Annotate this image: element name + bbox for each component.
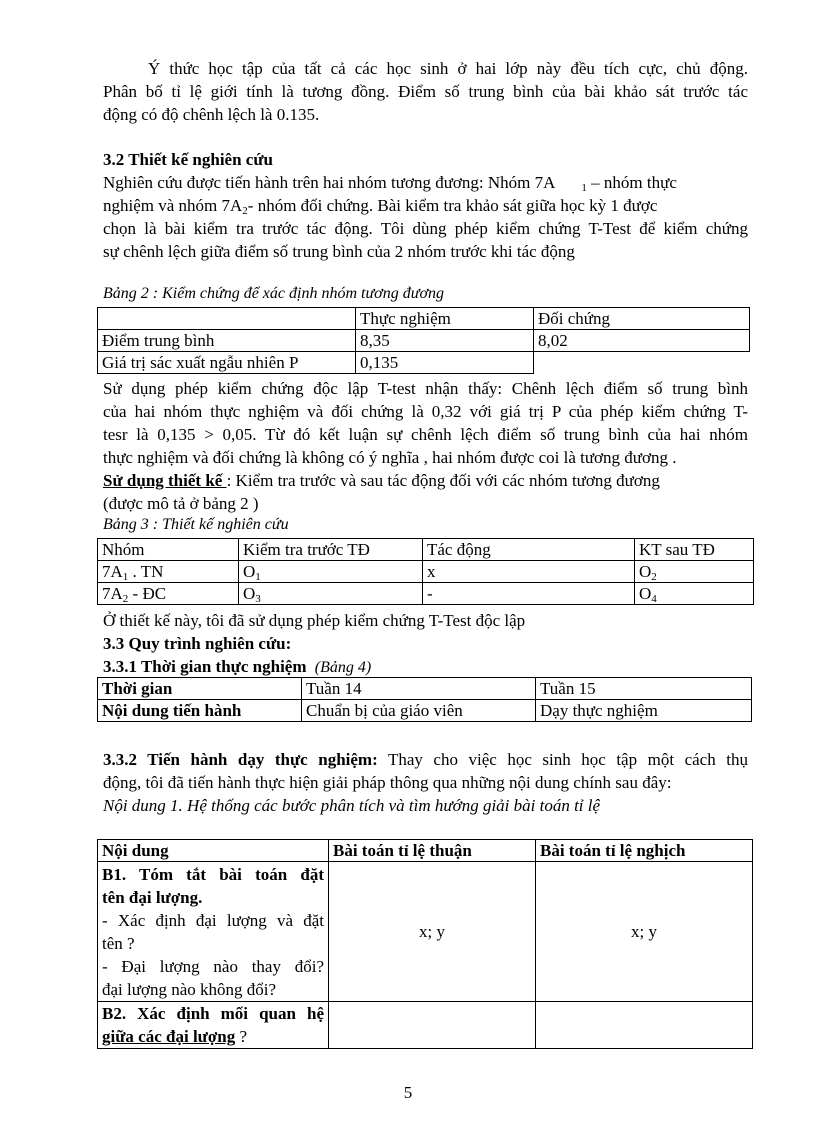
table-cell: Nội dung: [98, 840, 329, 862]
s32-l1-sub: 1: [581, 182, 587, 194]
table-cell: Giá trị sác xuất ngẫu nhiên P: [98, 352, 356, 374]
section-3-3-2-line-2: động, tôi đã tiến hành thực hiện giải pháp thông qua những nội dung chính sau đây:: [103, 773, 672, 792]
group-name: 7A: [102, 584, 123, 603]
section-3-2-line-4: sự chênh lệch giữa điểm số trung bình của 2 nhóm trước khi tác động: [103, 242, 575, 261]
table-5: [97, 839, 753, 1049]
pre-test: O: [243, 584, 256, 603]
b2-title-2-tail: ?: [235, 1027, 248, 1046]
table-cell: [534, 352, 750, 374]
design-label: Sử dụng thiết kế: [103, 471, 227, 490]
table-row: [98, 678, 752, 700]
pre-test-sub: 1: [255, 571, 261, 583]
post-test-sub: 2: [651, 571, 657, 583]
table-cell: Nhóm: [98, 539, 239, 561]
table-cell: Kiểm tra trước TĐ: [239, 539, 423, 561]
section-3-3-heading: 3.3 Quy trình nghiên cứu:: [103, 634, 292, 653]
table-cell: 8,35: [356, 330, 534, 352]
table-cell: [98, 583, 239, 605]
b2-title-1: B2. Xác định mối quan hệ: [102, 1004, 324, 1023]
section-3-2-heading: 3.2 Thiết kế nghiên cứu: [103, 150, 273, 169]
content-1-title: Nội dung 1. Hệ thống các bước phân tích và tìm hướng giải bài toán tỉ lệ: [103, 796, 601, 815]
table-cell: Tác động: [423, 539, 635, 561]
section-3-2-line-3: chọn là bài kiểm tra trước tác động. Tôi dùng phép kiểm chứng T-Test để kiểm chứng: [103, 219, 748, 238]
table-cell: [98, 308, 356, 330]
after-table-3: Ở thiết kế này, tôi đã sử dụng phép kiểm chứng T-Test độc lập: [103, 611, 526, 630]
table-cell: [635, 583, 754, 605]
table-cell: Bài toán tỉ lệ nghịch: [536, 840, 753, 862]
table-cell: x; y: [329, 862, 536, 1002]
section-3-3-1-note: (Bảng 4): [314, 659, 372, 676]
analysis-line-3: tesr là 0,135 > 0,05. Từ đó kết luận sự chênh lệch điểm số trung bình của hai nhóm: [103, 425, 748, 444]
table-row: [98, 539, 754, 561]
group-name: 7A: [102, 562, 123, 581]
table-cell: [239, 561, 423, 583]
table-cell: [98, 561, 239, 583]
section-3-3-2-text: Thay cho việc học sinh học tập một cách thụ: [377, 750, 748, 769]
table-cell: Chuẩn bị của giáo viên: [302, 700, 536, 722]
s32-l2-tail: - nhóm đối chứng. Bài kiểm tra khảo sát giữa học kỳ 1 được: [247, 196, 658, 215]
intro-line-1: Ý thức học tập của tất cả các học sinh ở hai lớp này đều tích cực, chủ động.: [148, 59, 748, 78]
table-cell: [635, 561, 754, 583]
table-cell: 0,135: [356, 352, 534, 374]
intro-line-3: động có độ chênh lệch là 0.135.: [103, 105, 320, 124]
s32-l2-sub: 2: [242, 205, 248, 217]
table-2-caption: Bảng 2 : Kiểm chứng để xác định nhóm tương đương: [103, 285, 444, 302]
table-cell: Đối chứng: [534, 308, 750, 330]
section-3-3-1-heading: [103, 655, 748, 679]
group-sub: 1: [122, 571, 129, 583]
b1-line-1: - Xác định đại lượng và đặt: [102, 911, 324, 930]
table-row: [98, 862, 753, 1002]
design-text: : Kiểm tra trước và sau tác động đối với các nhóm tương đương: [226, 471, 660, 490]
table-row: [98, 700, 752, 722]
table-row: [98, 1002, 753, 1049]
table-cell: Bài toán tỉ lệ thuận: [329, 840, 536, 862]
table-3-caption: Bảng 3 : Thiết kế nghiên cứu: [103, 516, 289, 533]
post-test: O: [639, 562, 652, 581]
analysis-line-4: thực nghiệm và đối chứng là không có ý nghĩa , hai nhóm được coi là tương đương .: [103, 448, 677, 467]
table-4: [97, 677, 752, 722]
post-test: O: [639, 584, 652, 603]
table-3: [97, 538, 754, 605]
table-cell: [329, 1002, 536, 1049]
table-row: [98, 840, 753, 862]
section-3-2-line-2: [103, 194, 748, 217]
table-cell: Dạy thực nghiệm: [536, 700, 752, 722]
table-cell: Tuần 14: [302, 678, 536, 700]
table-cell: Thực nghiệm: [356, 308, 534, 330]
table-2: [97, 307, 750, 374]
table-cell: 8,02: [534, 330, 750, 352]
b1-line-4: đại lượng nào không đổi?: [102, 980, 277, 999]
b2-title-2: giữa các đại lượng: [102, 1027, 236, 1046]
table-cell: Điểm trung bình: [98, 330, 356, 352]
table-row: [98, 330, 750, 352]
section-3-2-line-1: [103, 171, 748, 194]
design-line-2: (được mô tả ở bảng 2 ): [103, 494, 259, 513]
table-cell: [536, 1002, 753, 1049]
table-row: [98, 352, 750, 374]
table-cell: -: [423, 583, 635, 605]
section-3-3-1-title: 3.3.1 Thời gian thực nghiệm: [103, 657, 307, 676]
group-tail: . TN: [128, 562, 164, 581]
table-cell: x; y: [536, 862, 753, 1002]
b2-title-2-line: [102, 1025, 324, 1048]
section-3-3-2-line-1: [103, 748, 748, 771]
table-cell: x: [423, 561, 635, 583]
table-row: [98, 583, 754, 605]
table-row: [98, 308, 750, 330]
s32-l1-tail: – nhóm thực: [586, 173, 677, 192]
table-cell: [239, 583, 423, 605]
b1-title-1: B1. Tóm tắt bài toán đặt: [102, 865, 324, 884]
group-sub: 2: [122, 593, 129, 605]
table-cell: [98, 1002, 329, 1049]
pre-test-sub: 3: [255, 593, 261, 605]
design-line: [103, 469, 748, 492]
group-tail: - ĐC: [128, 584, 167, 603]
s32-l1-text: Nghiên cứu được tiến hành trên hai nhóm tương đương: Nhóm 7A: [103, 173, 556, 192]
table-row: [98, 561, 754, 583]
s32-l2-text: nghiệm và nhóm 7A: [103, 196, 243, 215]
analysis-line-2: của hai nhóm thực nghiệm và đối chứng là 0,32 với giá trị P của phép kiểm chứng T-: [103, 402, 748, 421]
table-cell: Thời gian: [98, 678, 302, 700]
intro-line-2: Phân bố tỉ lệ giới tính là tương đồng. Điểm số trung bình của bài khảo sát trước tác: [103, 82, 748, 101]
analysis-line-1: Sử dụng phép kiểm chứng độc lập T-test nhận thấy: Chênh lệch điểm số trung bình: [103, 379, 748, 398]
b1-line-2: tên ?: [102, 934, 135, 953]
b1-line-3: - Đại lượng nào thay đổi?: [102, 957, 324, 976]
section-3-3-2-heading: 3.3.2 Tiến hành dạy thực nghiệm:: [103, 750, 378, 769]
table-cell: KT sau TĐ: [635, 539, 754, 561]
table-cell: Nội dung tiến hành: [98, 700, 302, 722]
page-number: 5: [403, 1083, 413, 1102]
post-test-sub: 4: [651, 593, 657, 605]
b1-title-2: tên đại lượng.: [102, 888, 203, 907]
pre-test: O: [243, 562, 256, 581]
table-cell: [98, 862, 329, 1002]
table-cell: Tuần 15: [536, 678, 752, 700]
